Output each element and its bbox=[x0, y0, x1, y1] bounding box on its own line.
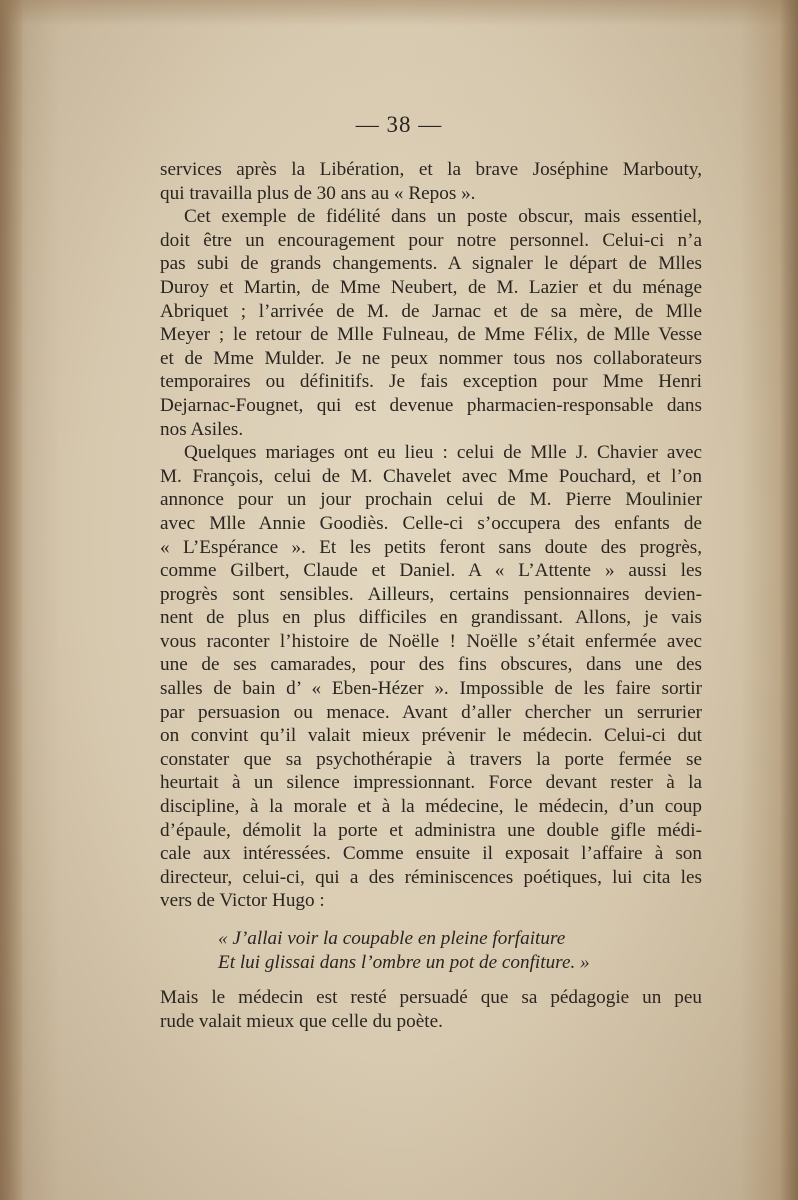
body-text bbox=[160, 158, 702, 1033]
text-line: services après la Libération, et la brave Joséphine Marbouty, bbox=[160, 159, 702, 180]
text-line: M. François, celui de M. Chavelet avec Mme Pouchard, et l’on bbox=[160, 465, 702, 487]
text-line: et de Mme Mulder. Je ne peux nommer tous nos collaborateurs bbox=[160, 347, 702, 369]
text-line: avec Mlle Annie Goodiès. Celle-ci s’occupera des enfants de bbox=[160, 512, 702, 534]
text-line: rude valait mieux que celle du poète. bbox=[160, 1010, 443, 1032]
text-line: Cet exemple de fidélité dans un poste obscur, mais essentiel, bbox=[184, 206, 702, 228]
text-line: progrès sont sensibles. Ailleurs, certains pensionnaires devien- bbox=[160, 583, 702, 605]
text-line: heurtait à un silence impressionnant. Force devant rester à la bbox=[160, 772, 702, 794]
text-line: constater que sa psychothérapie à travers la porte fermée se bbox=[160, 748, 702, 770]
poem-quote bbox=[160, 927, 702, 974]
text-line: annonce pour un jour prochain celui de M. Pierre Moulinier bbox=[160, 489, 702, 511]
text-line: Quelques mariages ont eu lieu : celui de Mlle J. Chavier avec bbox=[184, 442, 702, 464]
text-line: vers de Victor Hugo : bbox=[160, 890, 325, 912]
text-line: nent de plus en plus difficiles en grandissant. Allons, je vais bbox=[160, 607, 702, 629]
text-line: comme Gilbert, Claude et Daniel. A « L’Attente » aussi les bbox=[160, 560, 702, 582]
poem-line: Et lui glissai dans l’ombre un pot de confiture. » bbox=[218, 951, 590, 973]
text-line: par persuasion ou menace. Avant d’aller chercher un serrurier bbox=[160, 701, 702, 723]
text-line: salles de bain d’ « Eben-Hézer ». Impossible de les faire sortir bbox=[160, 678, 702, 700]
text-line: on convint qu’il valait mieux prévenir le médecin. Celui-ci dut bbox=[160, 725, 702, 747]
text-line: cale aux intéressées. Comme ensuite il exposait l’affaire à son bbox=[160, 843, 702, 865]
text-line: discipline, à la morale et à la médecine, le médecin, d’un coup bbox=[160, 796, 702, 818]
poem-line: « J’allai voir la coupable en pleine forfaiture bbox=[218, 928, 566, 949]
paper-stain bbox=[0, 0, 798, 26]
text-line: Meyer ; le retour de Mlle Fulneau, de Mme Félix, de Mlle Vesse bbox=[160, 324, 702, 346]
text-line: Mais le médecin est resté persuadé que sa pédagogie un peu bbox=[160, 987, 702, 1009]
text-line: vous raconter l’histoire de Noëlle ! Noëlle s’était enfermée avec bbox=[160, 630, 702, 652]
text-line: nos Asiles. bbox=[160, 418, 244, 440]
text-line: Dejarnac-Fougnet, qui est devenue pharmacien-responsable dans bbox=[160, 394, 702, 416]
text-line: Abriquet ; l’arrivée de M. de Jarnac et de sa mère, de Mlle bbox=[160, 300, 702, 322]
text-line: d’épaule, démolit la porte et administra une double gifle médi- bbox=[160, 819, 702, 841]
text-line: « L’Espérance ». Et les petits feront sans doute des progrès, bbox=[160, 536, 702, 558]
text-line: Duroy et Martin, de Mme Neubert, de M. Lazier et du ménage bbox=[160, 276, 702, 298]
text-line: pas subi de grands changements. A signaler le départ de Mlles bbox=[160, 253, 702, 275]
text-line: temporaires ou définitifs. Je fais exception pour Mme Henri bbox=[160, 371, 702, 393]
text-line: qui travailla plus de 30 ans au « Repos ». bbox=[160, 182, 476, 204]
text-line: directeur, celui-ci, qui a des réminiscences poétiques, lui cita les bbox=[160, 866, 702, 888]
text-line: une de ses camarades, pour des fins obscures, dans une des bbox=[160, 654, 702, 676]
page-number: — 38 — bbox=[355, 112, 443, 137]
text-line: doit être un encouragement pour notre personnel. Celui-ci n’a bbox=[160, 229, 702, 251]
